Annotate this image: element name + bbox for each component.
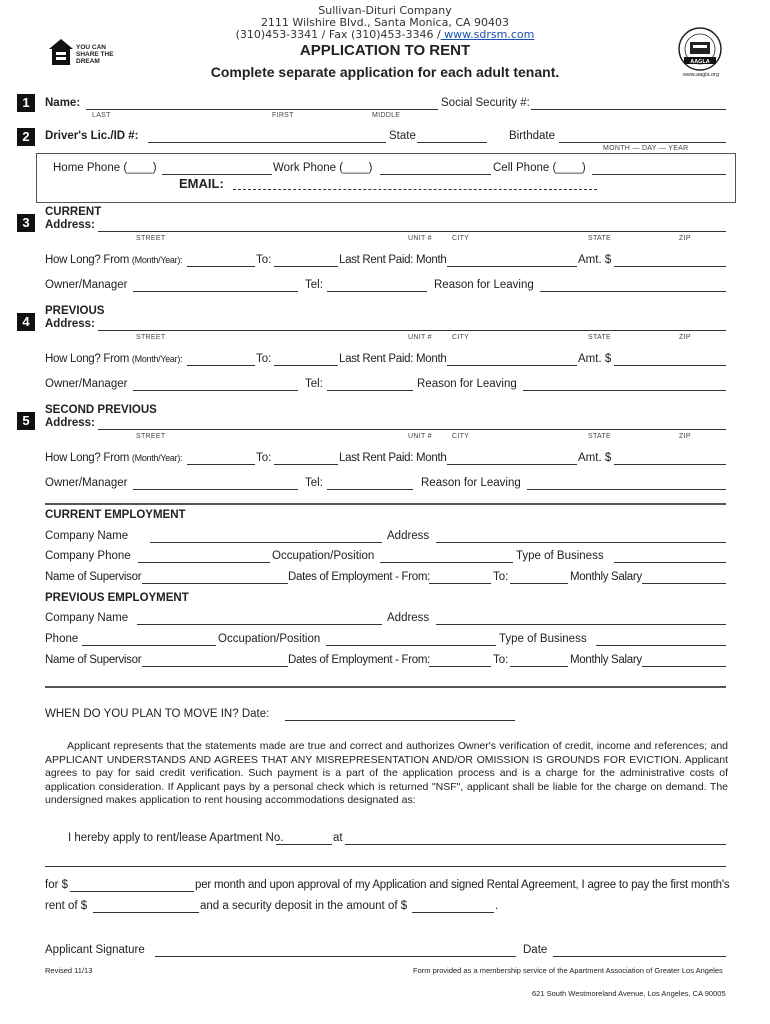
- aagla-logo: [676, 26, 726, 82]
- previous-last-rent-label: Last Rent Paid: Month: [339, 353, 447, 365]
- sub-first: FIRST: [272, 112, 294, 119]
- current-last-rent-month-field[interactable]: [447, 266, 577, 267]
- second-previous-last-rent-label: Last Rent Paid: Month: [339, 452, 447, 464]
- second-previous-how-long-label: How Long? From (Month/Year):: [45, 452, 183, 464]
- second-previous-sub-unit: UNIT #: [408, 433, 432, 440]
- company-phone-label: Company Phone: [45, 550, 131, 562]
- previous-reason-label: Reason for Leaving: [417, 378, 517, 390]
- ssn-label: Social Security #:: [441, 97, 530, 109]
- apply-at: at: [333, 832, 343, 844]
- current-sub-state: STATE: [588, 235, 612, 242]
- company-address-label: Address: [387, 530, 430, 542]
- aagla-seal-icon: [676, 26, 724, 72]
- second-previous-tel-field[interactable]: [327, 489, 413, 490]
- current-owner-label: Owner/Manager: [45, 279, 128, 291]
- current-reason-label: Reason for Leaving: [434, 279, 534, 291]
- prev-company-name-field[interactable]: [137, 624, 382, 625]
- current-to-label: To:: [256, 254, 272, 266]
- prev-business-type-field[interactable]: [596, 645, 726, 646]
- birthdate-field[interactable]: [559, 142, 726, 143]
- signature-date-label: Date: [523, 944, 548, 956]
- cell-phone-field[interactable]: [592, 174, 726, 175]
- current-to-field[interactable]: [274, 266, 338, 267]
- sub-last: LAST: [92, 112, 111, 119]
- email-field[interactable]: [233, 189, 597, 190]
- company-phones: (310)453-3341 / Fax (310)453-3346 / www.sdrsm.com: [235, 28, 535, 41]
- salary-label: Monthly Salary: [570, 571, 642, 583]
- prev-dates-to-field[interactable]: [510, 666, 568, 667]
- section-number-3: 3: [17, 214, 35, 232]
- section-number-5: 5: [17, 412, 35, 430]
- dates-from-field[interactable]: [429, 583, 491, 584]
- signature-field[interactable]: [155, 956, 516, 957]
- previous-to-label: To:: [256, 353, 272, 365]
- terms-paragraph: Applicant represents that the statements made are true and correct and authorizes Owner's verification of credit, income and references; and APPLICANT UNDERSTANDS AND AGREES THAT ANY MISREPRESENTATION AND/OR OMISSION IS GROUNDS FOR EVICTION. Applicant agrees to pay for said credit verification. Such payment is a part of the application process and is a charge for the administrative costs of application consideration. If Applicant pays by a personal check which is returned "NSF", applicant shall be liable for the charge on demand. The undersigned makes application to rent housing accommodations designated as:: [45, 740, 728, 807]
- website-link[interactable]: www.sdrsm.com: [440, 28, 535, 41]
- company-phone-field[interactable]: [138, 562, 270, 563]
- house-icon: [48, 38, 74, 66]
- occupation-label: Occupation/Position: [272, 550, 375, 562]
- current-amt-field[interactable]: [614, 266, 726, 267]
- signature-label: Applicant Signature: [45, 944, 145, 956]
- supervisor-field[interactable]: [142, 583, 288, 584]
- dl-field[interactable]: [148, 142, 386, 143]
- apartment-location-field-2[interactable]: [45, 866, 726, 867]
- second-previous-sub-city: CITY: [452, 433, 470, 440]
- dl-state-field[interactable]: [417, 142, 487, 143]
- prev-phone-field[interactable]: [82, 645, 216, 646]
- previous-how-long-label: How Long? From (Month/Year):: [45, 353, 183, 365]
- dl-label: Driver's Lic./ID #:: [45, 130, 139, 142]
- prev-dates-to-label: To:: [493, 654, 509, 666]
- prev-supervisor-label: Name of Supervisor: [45, 654, 142, 666]
- first-month-rent-field[interactable]: [93, 912, 199, 913]
- second-previous-sub-street: STREET: [136, 433, 166, 440]
- current-sub-unit: UNIT #: [408, 235, 432, 242]
- name-label: Name:: [45, 97, 81, 109]
- second-previous-amt-field[interactable]: [614, 464, 726, 465]
- prev-salary-field[interactable]: [642, 666, 726, 667]
- previous-tel-label: Tel:: [305, 378, 323, 390]
- current-tel-field[interactable]: [327, 291, 427, 292]
- move-in-date-field[interactable]: [285, 720, 515, 721]
- prev-dates-from-label: Dates of Employment - From:: [288, 654, 431, 666]
- contact-box: [36, 153, 736, 203]
- prev-supervisor-field[interactable]: [142, 666, 288, 667]
- birthdate-sub: MONTH — DAY — YEAR: [603, 145, 689, 152]
- dates-to-field[interactable]: [510, 583, 568, 584]
- business-type-field[interactable]: [614, 562, 726, 563]
- previous-sub-city: CITY: [452, 334, 470, 341]
- dates-to-label: To:: [493, 571, 509, 583]
- second-previous-address-label: Address:: [45, 417, 95, 429]
- prev-company-address-field[interactable]: [436, 624, 726, 625]
- second-previous-from-field[interactable]: [187, 464, 255, 465]
- second-previous-sub-zip: ZIP: [679, 433, 691, 440]
- current-sub-street: STREET: [136, 235, 166, 242]
- second-previous-reason-label: Reason for Leaving: [421, 477, 521, 489]
- current-tel-label: Tel:: [305, 279, 323, 291]
- prev-dates-from-field[interactable]: [429, 666, 491, 667]
- sub-middle: MIDDLE: [372, 112, 401, 119]
- second-previous-amt-label: Amt. $: [578, 452, 612, 464]
- current-amt-label: Amt. $: [578, 254, 612, 266]
- section-number-2: 2: [17, 128, 35, 146]
- company-address: 2111 Wilshire Blvd., Santa Monica, CA 90403: [260, 16, 510, 29]
- work-phone-field[interactable]: [380, 174, 491, 175]
- previous-sub-unit: UNIT #: [408, 334, 432, 341]
- second-previous-sub-state: STATE: [588, 433, 612, 440]
- previous-sub-zip: ZIP: [679, 334, 691, 341]
- dates-from-label: Dates of Employment - From:: [288, 571, 431, 583]
- cell-phone-label: Cell Phone (____): [493, 162, 586, 174]
- previous-sub-state: STATE: [588, 334, 612, 341]
- email-label: EMAIL:: [179, 176, 224, 191]
- salary-field[interactable]: [642, 583, 726, 584]
- previous-to-field[interactable]: [274, 365, 338, 366]
- rent-for-label: for $: [45, 879, 69, 891]
- rent-of-label: rent of $: [45, 900, 88, 912]
- previous-last-rent-month-field[interactable]: [447, 365, 577, 366]
- signature-date-field[interactable]: [553, 956, 726, 957]
- current-from-field[interactable]: [187, 266, 255, 267]
- current-owner-field[interactable]: [133, 291, 298, 292]
- section-number-1: 1: [17, 94, 35, 112]
- current-last-rent-label: Last Rent Paid: Month: [339, 254, 447, 266]
- previous-heading: PREVIOUS: [45, 305, 105, 317]
- previous-tel-field[interactable]: [327, 390, 413, 391]
- work-phone-label: Work Phone (____): [273, 162, 373, 174]
- divider-movein: [45, 686, 726, 688]
- prev-company-address-label: Address: [387, 612, 430, 624]
- company-name: Sullivan-Dituri Company: [318, 4, 452, 17]
- previous-reason-field[interactable]: [523, 390, 726, 391]
- footer-provided: Form provided as a membership service of the Apartment Association of Greater Los Angeles: [413, 966, 723, 975]
- current-reason-field[interactable]: [540, 291, 726, 292]
- occupation-field[interactable]: [380, 562, 513, 563]
- current-address-label: Address:: [45, 219, 95, 231]
- rent-per-month-text: per month and upon approval of my Application and signed Rental Agreement, I agree to pay the first month's: [195, 879, 730, 891]
- equal-housing-logo: [48, 36, 120, 70]
- birthdate-label: Birthdate: [509, 130, 556, 142]
- state-label: State: [389, 130, 416, 142]
- apartment-location-field[interactable]: [345, 844, 726, 845]
- aagla-url: www.aagla.org: [682, 72, 720, 78]
- previous-amt-label: Amt. $: [578, 353, 612, 365]
- current-address-field[interactable]: [98, 231, 726, 232]
- previous-sub-street: STREET: [136, 334, 166, 341]
- home-phone-field[interactable]: [162, 174, 272, 175]
- apartment-no-field[interactable]: [276, 844, 332, 845]
- current-sub-zip: ZIP: [679, 235, 691, 242]
- revised-date: Revised 11/13: [45, 966, 93, 975]
- move-in-label: WHEN DO YOU PLAN TO MOVE IN? Date:: [45, 708, 270, 720]
- company-name-field[interactable]: [150, 542, 382, 543]
- divider-employment: [45, 503, 726, 505]
- second-previous-owner-label: Owner/Manager: [45, 477, 128, 489]
- supervisor-label: Name of Supervisor: [45, 571, 142, 583]
- rent-amount-field[interactable]: [70, 891, 194, 892]
- previous-from-field[interactable]: [187, 365, 255, 366]
- prev-phone-label: Phone: [45, 633, 79, 645]
- prev-occupation-field[interactable]: [326, 645, 496, 646]
- previous-owner-label: Owner/Manager: [45, 378, 128, 390]
- second-previous-owner-field[interactable]: [133, 489, 298, 490]
- second-previous-heading: SECOND PREVIOUS: [45, 404, 157, 416]
- svg-text:AAGLA: AAGLA: [690, 59, 710, 65]
- home-phone-label: Home Phone (____): [53, 162, 157, 174]
- current-sub-city: CITY: [452, 235, 470, 242]
- ssn-field[interactable]: [531, 109, 726, 110]
- previous-address-label: Address:: [45, 318, 95, 330]
- second-previous-to-label: To:: [256, 452, 272, 464]
- prev-salary-label: Monthly Salary: [570, 654, 642, 666]
- form-subtitle: Complete separate application for each adult tenant.: [210, 64, 560, 80]
- current-employment-heading: CURRENT EMPLOYMENT: [45, 509, 186, 521]
- prev-occupation-label: Occupation/Position: [218, 633, 321, 645]
- previous-amt-field[interactable]: [614, 365, 726, 366]
- section-number-4: 4: [17, 313, 35, 331]
- business-type-label: Type of Business: [516, 550, 604, 562]
- previous-address-field[interactable]: [98, 330, 726, 331]
- second-previous-to-field[interactable]: [274, 464, 338, 465]
- deposit-field[interactable]: [412, 912, 494, 913]
- second-previous-last-rent-month-field[interactable]: [447, 464, 577, 465]
- current-heading: CURRENT: [45, 206, 102, 218]
- previous-owner-field[interactable]: [133, 390, 298, 391]
- prev-company-name-label: Company Name: [45, 612, 129, 624]
- logo-slogan: YOU CAN SHARE THE DREAM: [76, 44, 114, 65]
- second-previous-reason-field[interactable]: [527, 489, 726, 490]
- second-previous-address-field[interactable]: [98, 429, 726, 430]
- name-field[interactable]: [86, 109, 438, 110]
- previous-employment-heading: PREVIOUS EMPLOYMENT: [45, 592, 189, 604]
- current-how-long-label: How Long? From (Month/Year):: [45, 254, 183, 266]
- deposit-label: and a security deposit in the amount of $: [200, 900, 408, 912]
- deposit-end: .: [495, 900, 499, 912]
- company-address-field[interactable]: [436, 542, 726, 543]
- apply-text: I hereby apply to rent/lease Apartment No.: [68, 832, 284, 844]
- prev-business-type-label: Type of Business: [499, 633, 587, 645]
- form-title: APPLICATION TO RENT: [299, 42, 471, 59]
- second-previous-tel-label: Tel:: [305, 477, 323, 489]
- company-name-label: Company Name: [45, 530, 129, 542]
- footer-address: 621 South Westmoreland Avenue, Los Angeles, CA 90005: [532, 989, 726, 998]
